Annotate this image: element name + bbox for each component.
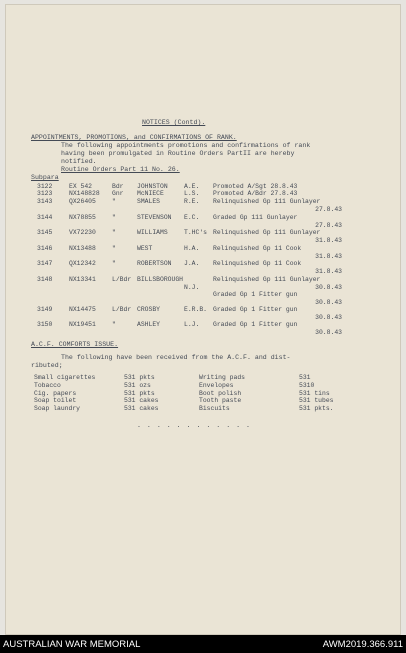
entry-date: 31.8.43 bbox=[315, 252, 342, 260]
comfort-item: Writing pads bbox=[199, 374, 246, 381]
entry-initials: E.R.B. bbox=[184, 306, 208, 313]
entry-para-number: 3148 bbox=[37, 276, 53, 283]
entry-service-number: NX13488 bbox=[69, 245, 96, 252]
entry-rank: " bbox=[112, 214, 116, 221]
entry-date: 31.8.43 bbox=[315, 236, 342, 244]
comfort-quantity: 531 pkts bbox=[124, 389, 155, 397]
entry-description: Relinquished Gp 111 Gunlayer bbox=[213, 198, 321, 205]
intro-line: The following appointments promotions and confirmations of rank bbox=[61, 142, 311, 149]
comfort-item: Biscuits bbox=[199, 405, 230, 413]
section-title-comforts: A.C.F. COMFORTS ISSUE. bbox=[31, 341, 119, 348]
comfort-quantity: 531 tubes bbox=[299, 397, 334, 405]
comfort-quantity: 531 pkts. bbox=[299, 405, 334, 413]
entry-service-number: EX 542 bbox=[69, 183, 93, 190]
entry-initials: L.S. bbox=[184, 190, 200, 197]
archive-footer bbox=[0, 635, 406, 653]
comfort-item: Cig. papers bbox=[34, 389, 77, 397]
entry-surname: McNIECE bbox=[137, 190, 164, 197]
comforts-intro-line: The following have been received from the A.C.F. and dist- bbox=[61, 354, 291, 361]
entry-para-number: 3144 bbox=[37, 214, 53, 221]
entry-date: 30.8.43 bbox=[315, 313, 342, 321]
comfort-quantity: 531 bbox=[299, 374, 311, 381]
entry-para-number: 3145 bbox=[37, 229, 53, 236]
entry-surname: SMALES bbox=[137, 198, 161, 205]
entry-date: 31.8.43 bbox=[315, 267, 342, 275]
entry-service-number: NX14475 bbox=[69, 306, 96, 313]
section-title-appointments: APPOINTMENTS, PROMOTIONS, and CONFIRMATIONS OF RANK. bbox=[31, 134, 237, 141]
entry-date: 30.8.43 bbox=[315, 328, 342, 336]
entry-date: 27.8.43 bbox=[315, 221, 342, 229]
entry-surname: JOHNSTON bbox=[137, 183, 168, 190]
comfort-item: Tooth paste bbox=[199, 397, 242, 405]
entry-para-number: 3150 bbox=[37, 321, 53, 328]
comfort-item: Tobacco bbox=[34, 381, 61, 389]
entry-service-number: NX148828 bbox=[69, 190, 100, 197]
comfort-item: Envelopes bbox=[199, 381, 234, 389]
comfort-item: Soap toilet bbox=[34, 397, 77, 405]
entry-para-number: 3149 bbox=[37, 306, 53, 313]
entry-description: Graded Gp 111 Gunlayer bbox=[213, 214, 298, 221]
notices-heading: NOTICES (Contd). bbox=[142, 119, 206, 126]
entry-para-number: 3146 bbox=[37, 245, 53, 252]
intro-line: notified. bbox=[61, 158, 97, 165]
comfort-quantity: 531 pkts bbox=[124, 374, 155, 381]
entry-service-number: NX78855 bbox=[69, 214, 96, 221]
entry-rank: " bbox=[112, 260, 116, 267]
entry-service-number: QX26405 bbox=[69, 198, 96, 205]
entry-surname: WILLIAMS bbox=[137, 229, 168, 236]
comfort-quantity: 531 cakes bbox=[124, 405, 159, 413]
entry-rank: Gnr bbox=[112, 190, 124, 197]
entry-rank: Bdr bbox=[112, 183, 124, 190]
entry-surname: ROBERTSON bbox=[137, 260, 172, 267]
subpara-label: Subpara bbox=[31, 174, 59, 181]
comfort-item: Boot polish bbox=[199, 389, 242, 397]
entry-initials: J.A. bbox=[184, 260, 200, 267]
entry-para-number: 3147 bbox=[37, 260, 53, 267]
entry-date: 30.8.43 bbox=[315, 298, 342, 306]
entry-para-number: 3123 bbox=[37, 190, 53, 197]
entry-description: Relinquished Gp 111 Gunlayer bbox=[213, 276, 321, 283]
comfort-item: Small cigarettes bbox=[34, 374, 96, 381]
entry-description: Graded Gp 1 Fitter gun bbox=[213, 306, 298, 313]
entry-initials: L.J. bbox=[184, 321, 200, 328]
entry-surname: ASHLEY bbox=[137, 321, 161, 328]
entry-description: Relinquished Gp 11 Cook bbox=[213, 245, 302, 252]
comforts-intro-line: ributed; bbox=[31, 362, 63, 369]
entry-rank: " bbox=[112, 245, 116, 252]
comfort-quantity: 5310 bbox=[299, 381, 315, 389]
dots-separator: . . . . . . . . . . . . bbox=[137, 422, 252, 429]
entry-rank: L/Bdr bbox=[112, 276, 132, 283]
entry-description: Promoted A/Sgt 28.8.43 bbox=[213, 183, 298, 190]
entry-date: 27.8.43 bbox=[315, 205, 342, 213]
footer-institution: AUSTRALIAN WAR MEMORIAL bbox=[3, 639, 141, 650]
comfort-quantity: 531 tins bbox=[299, 389, 330, 397]
entry-surname: CROSBY bbox=[137, 306, 161, 313]
entry-service-number: NX13341 bbox=[69, 276, 96, 283]
entry-description: Graded Gp 1 Fitter gun bbox=[213, 321, 298, 328]
entry-surname: WEST bbox=[137, 245, 153, 252]
entry-description: Graded Gp 1 Fitter gun bbox=[213, 291, 298, 298]
entry-rank: " bbox=[112, 321, 116, 328]
comfort-quantity: 531 ozs bbox=[124, 381, 151, 389]
entry-surname: BILLSBOROUGH bbox=[137, 276, 184, 283]
comfort-quantity: 531 cakes bbox=[124, 397, 159, 405]
entry-initials: A.E. bbox=[184, 183, 200, 190]
entry-rank: " bbox=[112, 198, 116, 205]
entry-description: Relinquished Gp 11 Cook bbox=[213, 260, 302, 267]
entry-date: 30.8.43 bbox=[315, 283, 342, 291]
entry-initials: H.A. bbox=[184, 245, 200, 252]
entry-service-number: VX72230 bbox=[69, 229, 96, 236]
entry-rank: " bbox=[112, 229, 116, 236]
entry-para-number: 3143 bbox=[37, 198, 53, 205]
entry-service-number: NX19451 bbox=[69, 321, 96, 328]
entry-para-number: 3122 bbox=[37, 183, 53, 190]
routine-orders-ref: Routine Orders Part 11 No. 26. bbox=[61, 166, 180, 173]
entry-initials: E.C. bbox=[184, 214, 200, 221]
entry-service-number: QX12342 bbox=[69, 260, 96, 267]
entry-initials: R.E. bbox=[184, 198, 200, 205]
comfort-item: Soap laundry bbox=[34, 405, 81, 413]
entry-surname: STEVENSON bbox=[137, 214, 172, 221]
entry-description: Relinquished Gp 111 Gunlayer bbox=[213, 229, 321, 236]
document-page bbox=[5, 4, 401, 635]
entry-description: Promoted A/Bdr 27.8.43 bbox=[213, 190, 298, 197]
entry-rank: L/Bdr bbox=[112, 306, 132, 313]
entry-initials: T.HC's bbox=[184, 229, 208, 236]
entry-initials: N.J. bbox=[184, 284, 200, 291]
intro-line: having been promulgated in Routine Orders PartII are hereby bbox=[61, 150, 295, 157]
footer-accession-number: AWM2019.366.911 bbox=[322, 639, 403, 650]
